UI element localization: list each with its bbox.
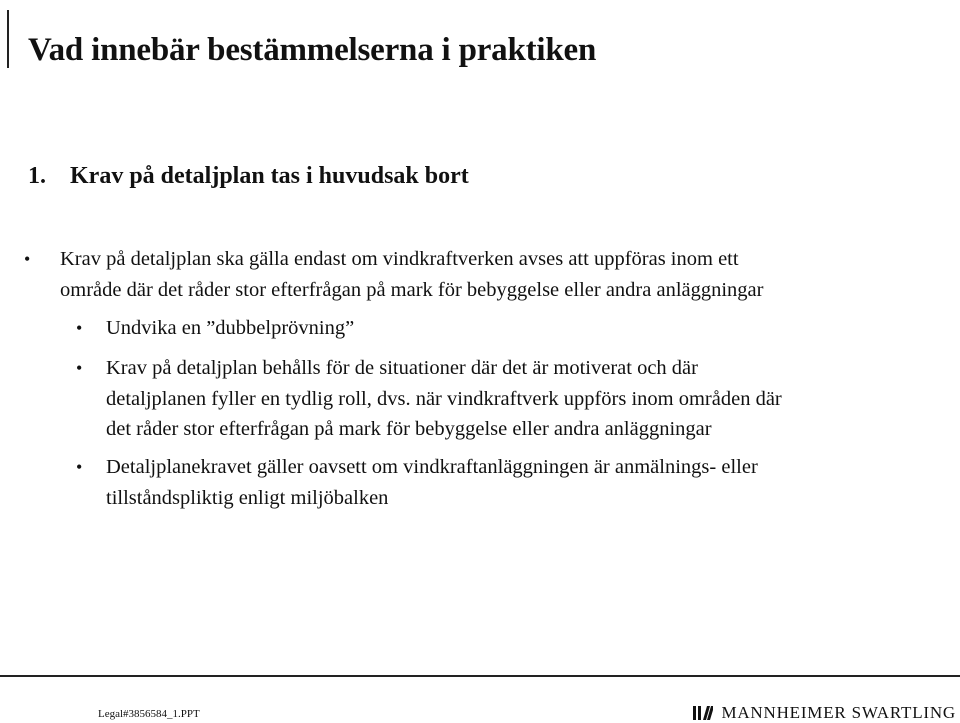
- numbered-point-number: 1.: [28, 163, 46, 189]
- firm-logo: [693, 703, 956, 723]
- bullet-line: det råder stor efterfrågan på mark för bebyggelse eller andra anläggningar: [106, 418, 712, 440]
- bullet-line: tillståndspliktig enligt miljöbalken: [106, 486, 389, 509]
- numbered-point: [28, 163, 469, 190]
- slide-title: Vad innebär bestämmelserna i praktiken: [28, 32, 597, 68]
- bullet-line: område där det råder stor efterfrågan på mark för bebyggelse eller andra anläggningar: [60, 278, 764, 301]
- bullet-dot: •: [24, 249, 31, 269]
- numbered-point-text: Krav på detaljplan tas i huvudsak bort: [70, 163, 469, 189]
- bullet-line: detaljplanen fyller en tydlig roll, dvs. när vindkraftverk uppförs inom områden där: [106, 387, 782, 410]
- bullet-line: Undvika en ”dubbelprövning”: [106, 317, 355, 339]
- footer-divider: [0, 675, 960, 677]
- bullet-line: Krav på detaljplan ska gälla endast om vindkraftverken avses att uppföras inom ett: [60, 248, 739, 270]
- bullet-dot: •: [76, 358, 83, 378]
- firm-logo-text: MANNHEIMER SWARTLING: [721, 703, 956, 722]
- bullet-item: [76, 452, 758, 513]
- bullet-line: Krav på detaljplan behålls för de situationer där det är motiverat och där: [106, 357, 698, 379]
- bullet-item: [76, 353, 782, 445]
- document-reference: Legal#3856584_1.PPT: [98, 708, 200, 720]
- title-accent-line: [7, 10, 9, 68]
- bullet-item: [24, 244, 764, 305]
- bullet-item: [76, 313, 355, 344]
- bullet-dot: •: [76, 318, 83, 338]
- bullet-dot: •: [76, 457, 83, 477]
- bullet-line: Detaljplanekravet gäller oavsett om vindkraftanläggningen är anmälnings- eller: [106, 456, 758, 478]
- mannheimer-swartling-logo-icon: [693, 706, 713, 720]
